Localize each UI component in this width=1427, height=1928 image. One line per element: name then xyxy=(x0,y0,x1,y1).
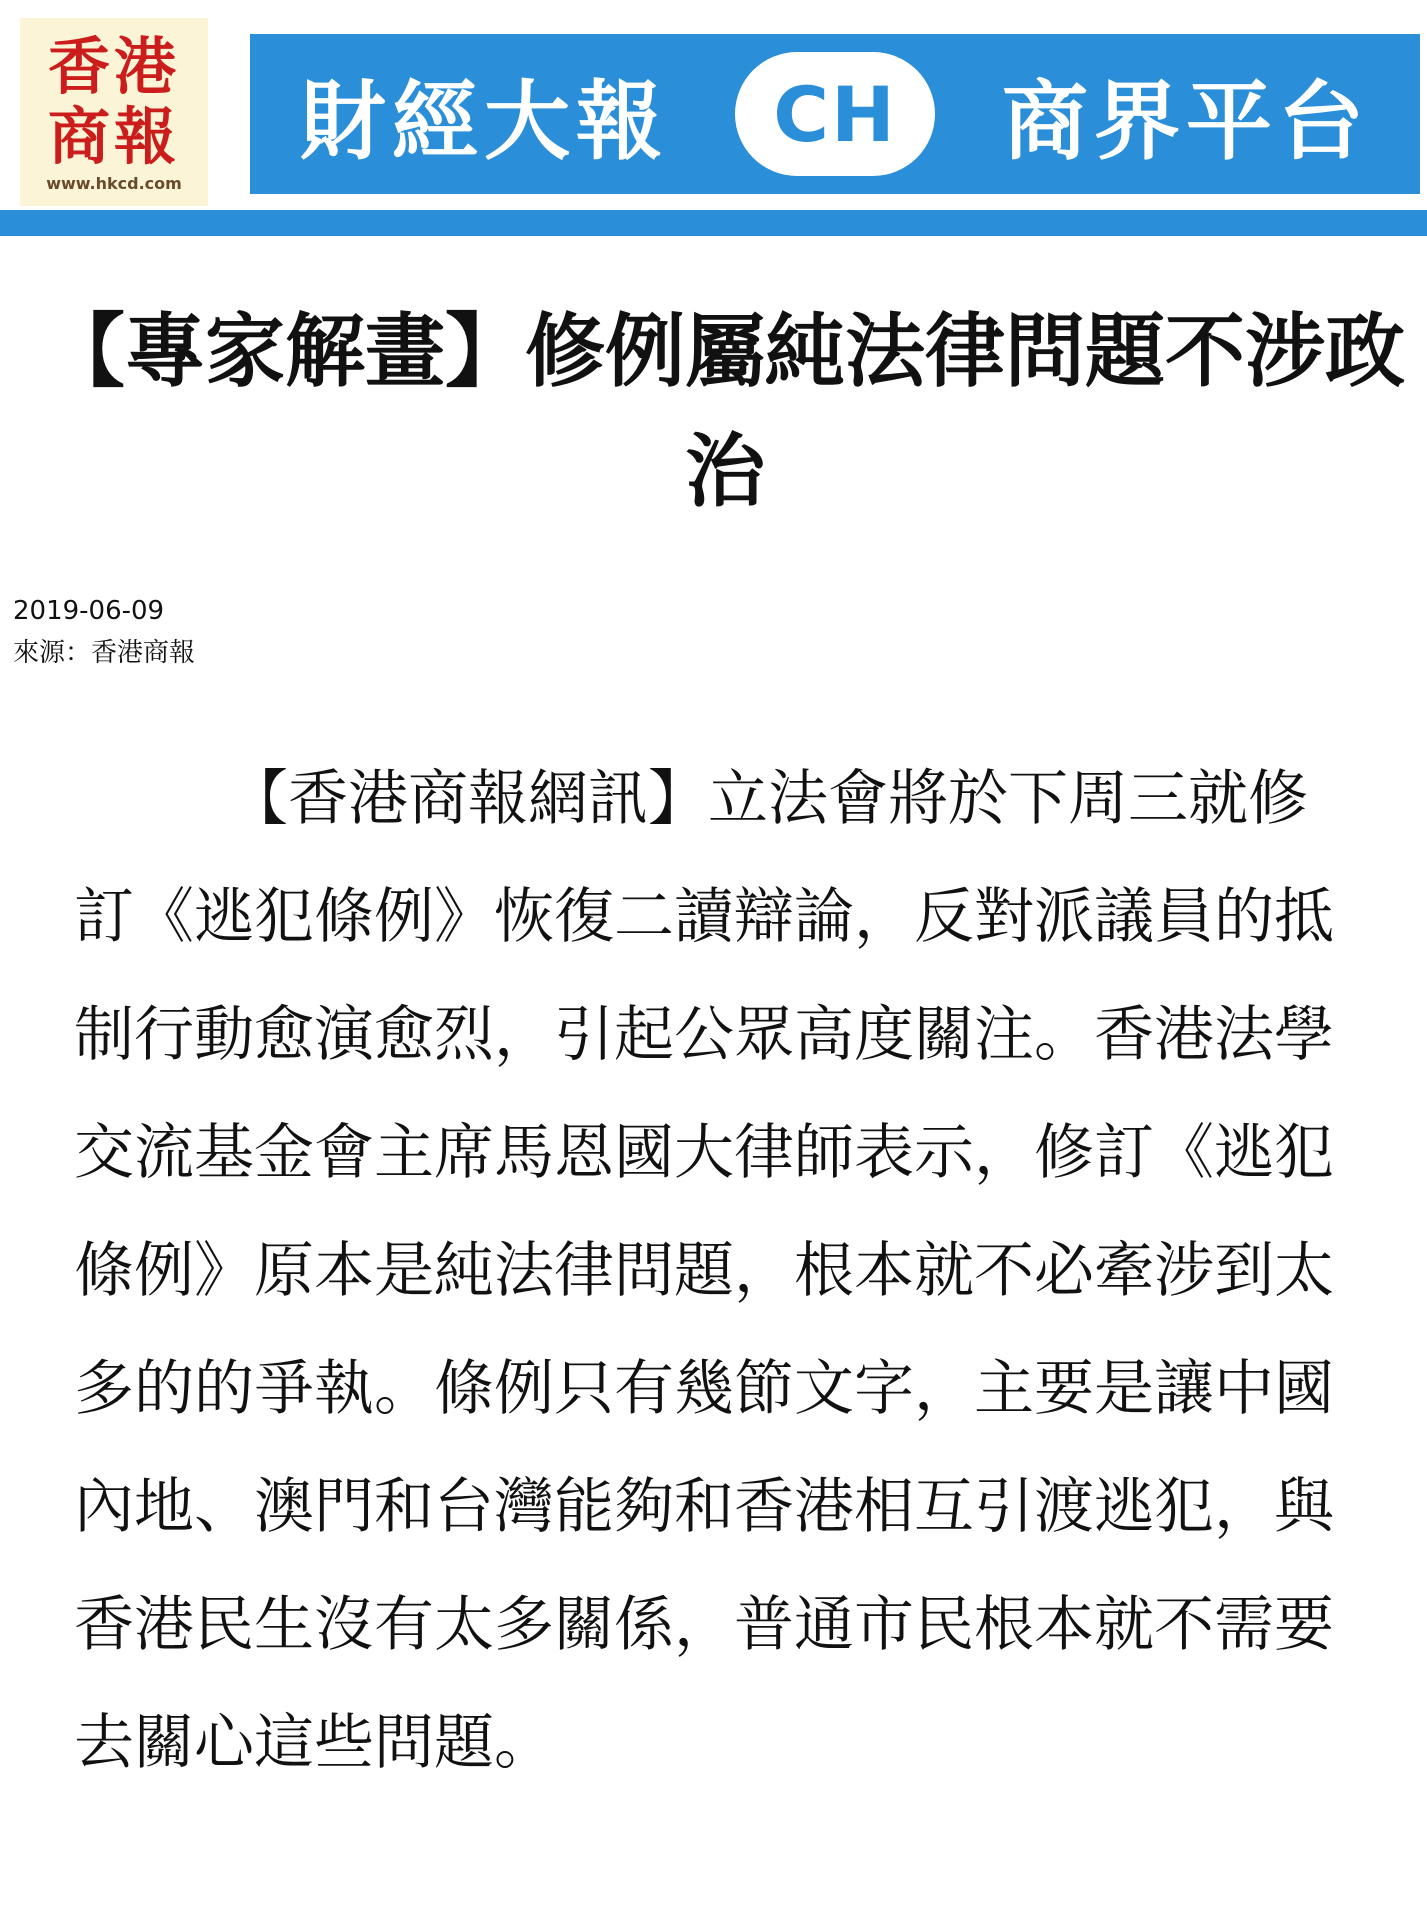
emblem-text: CH xyxy=(773,69,897,159)
article-title: 【專家解畫】修例屬純法律問題不涉政治 xyxy=(45,305,1405,518)
logo-text-line1: 香港 xyxy=(47,29,180,103)
banner-slogan-left: 財經大報 xyxy=(300,72,668,172)
article-date: 2019-06-09 xyxy=(13,596,165,626)
article-source: 來源：香港商報 xyxy=(13,638,196,668)
header-banner[interactable] xyxy=(250,34,1420,194)
hkcd-logo[interactable] xyxy=(20,18,208,206)
banner-slogan-right: 商界平台 xyxy=(1002,72,1370,172)
article-body: 【香港商報網訊】立法會將於下周三就修訂《逃犯條例》恢復二讀辯論，反對派議員的抵制行動愈演愈烈，引起公眾高度關注。香港法學交流基金會主席馬恩國大律師表示，修訂《逃犯條例》原本是純法律問題，根本就不必牽涉到太多的的爭執。條例只有幾節文字，主要是讓中國內地、澳門和台灣能夠和香港相互引渡逃犯，與香港民生沒有太多關係，普通市民根本就不需要去關心這些問題。 xyxy=(74,764,1334,1778)
header-divider-bar xyxy=(0,210,1427,236)
logo-url: www.hkcd.com xyxy=(46,173,182,193)
site-header xyxy=(0,0,1427,240)
ch-emblem-icon xyxy=(735,52,935,176)
article-meta xyxy=(13,590,513,674)
logo-text-line2: 商報 xyxy=(47,99,180,173)
